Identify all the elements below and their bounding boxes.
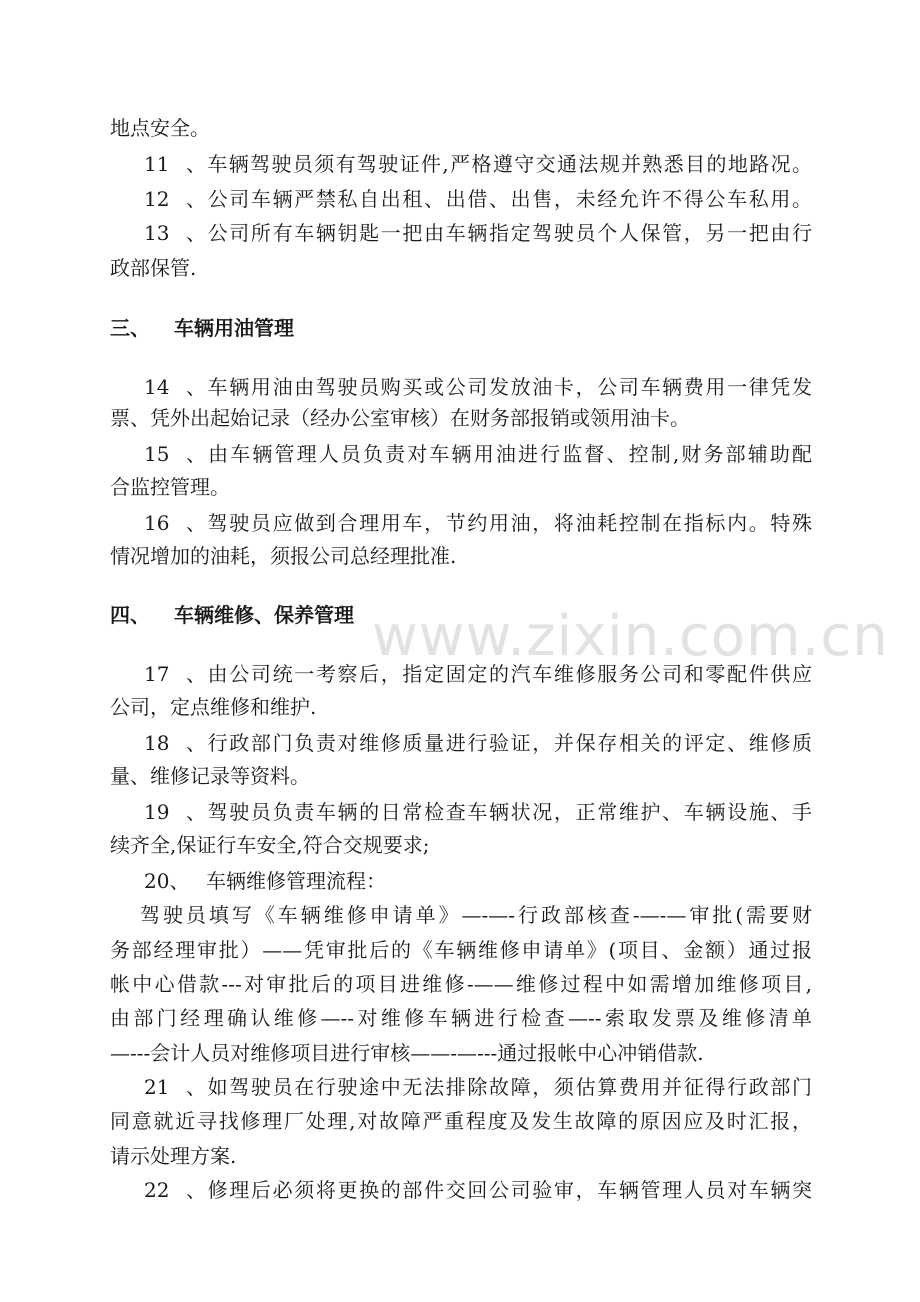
item-number: 20、 bbox=[144, 869, 190, 893]
section-number: 四、 bbox=[110, 603, 150, 627]
item-text: 如驾驶员在行驶途中无法排除故障，须估算费用并征得行政部门 bbox=[206, 1075, 812, 1099]
item-text: 车辆驾驶员须有驾驶证件,严格遵守交通法规并熟悉目的地路况。 bbox=[206, 152, 812, 176]
item-18-continuation: 量、维修记录等资料。 bbox=[110, 764, 310, 788]
item-number: 11、 bbox=[144, 152, 206, 176]
item-text: 驾驶员负责车辆的日常检查车辆状况，正常维护、车辆设施、手 bbox=[206, 800, 812, 824]
item-number: 19、 bbox=[144, 800, 206, 824]
item-20 bbox=[144, 863, 812, 899]
item-number: 13、 bbox=[144, 221, 206, 245]
item-text: 由车辆管理人员负责对车辆用油进行监督、控制,财务部辅助配 bbox=[206, 442, 812, 466]
item-19-continuation: 续齐全,保证行车安全,符合交规要求; bbox=[110, 833, 430, 857]
item-13 bbox=[144, 215, 812, 251]
flow-line-5: —---会计人员对维修项目进行审核——-—---通过报帐中心冲销借款. bbox=[110, 1041, 704, 1065]
item-21-continuation: 同意就近寻找修理厂处理,对故障严重程度及发生故障的原因应及时汇报， bbox=[110, 1109, 812, 1133]
section-heading-4 bbox=[110, 597, 354, 633]
section-title: 车辆用油管理 bbox=[174, 316, 294, 340]
item-16 bbox=[144, 505, 812, 541]
item-14-continuation: 票、凭外出起始记录（经办公室审核）在财务部报销或领用油卡。 bbox=[110, 406, 690, 430]
item-19 bbox=[144, 794, 812, 830]
watermark: www.zixin.com.cn bbox=[372, 604, 889, 669]
item-text: 行政部门负责对维修质量进行验证，并保存相关的评定、维修质 bbox=[206, 731, 812, 755]
item-text: 修理后必须将更换的部件交回公司验审，车辆管理人员对车辆突 bbox=[206, 1178, 812, 1202]
section-title: 车辆维修、保养管理 bbox=[174, 603, 354, 627]
flow-line-1: 驾驶员填写《车辆维修申请单》—-—-行政部核查-—-—审批(需要财 bbox=[140, 903, 812, 927]
item-15 bbox=[144, 436, 812, 472]
item-number: 18、 bbox=[144, 731, 206, 755]
item-17-continuation: 公司，定点维修和维护. bbox=[110, 695, 317, 719]
item-18 bbox=[144, 725, 812, 761]
flow-line-4: 由部门经理确认维修—--对维修车辆进行检查—--索取发票及维修清单 bbox=[110, 1006, 812, 1030]
item-text: 车辆用油由驾驶员购买或公司发放油卡，公司车辆费用一律凭发 bbox=[206, 375, 812, 399]
flow-line-3: 帐中心借款---对审批后的项目进维修-——维修过程中如需增加维修项目, bbox=[110, 972, 812, 996]
item-text: 公司所有车辆钥匙一把由车辆指定驾驶员个人保管，另一把由行 bbox=[206, 221, 812, 245]
item-number: 12、 bbox=[144, 187, 206, 211]
item-number: 21、 bbox=[144, 1075, 206, 1099]
item-number: 14、 bbox=[144, 375, 206, 399]
item-21 bbox=[144, 1069, 812, 1105]
item-13-continuation: 政部保管. bbox=[110, 256, 197, 280]
item-number: 16、 bbox=[144, 511, 206, 535]
paragraph-line: 地点安全。 bbox=[110, 116, 210, 140]
item-15-continuation: 合监控管理。 bbox=[110, 475, 230, 499]
item-text: 公司车辆严禁私自出租、出借、出售，未经允许不得公车私用。 bbox=[206, 187, 812, 211]
item-text: 驾驶员应做到合理用车，节约用油，将油耗控制在指标内。特殊 bbox=[206, 511, 812, 535]
item-number: 17、 bbox=[144, 662, 206, 686]
flow-line-2: 务部经理审批）——凭审批后的《车辆维修申请单》(项目、金额）通过报 bbox=[110, 938, 812, 962]
item-17 bbox=[144, 656, 812, 692]
item-16-continuation: 情况增加的油耗，须报公司总经理批准. bbox=[110, 544, 457, 568]
section-heading-3 bbox=[110, 310, 294, 346]
item-text: 车辆维修管理流程： bbox=[206, 869, 386, 893]
item-number: 15、 bbox=[144, 442, 206, 466]
item-text: 由公司统一考察后，指定固定的汽车维修服务公司和零配件供应 bbox=[206, 662, 812, 686]
item-22 bbox=[144, 1172, 812, 1208]
item-21-continuation: 请示处理方案. bbox=[110, 1144, 237, 1168]
item-12 bbox=[144, 181, 812, 217]
section-number: 三、 bbox=[110, 316, 150, 340]
item-number: 22、 bbox=[144, 1178, 206, 1202]
item-11 bbox=[144, 146, 812, 182]
